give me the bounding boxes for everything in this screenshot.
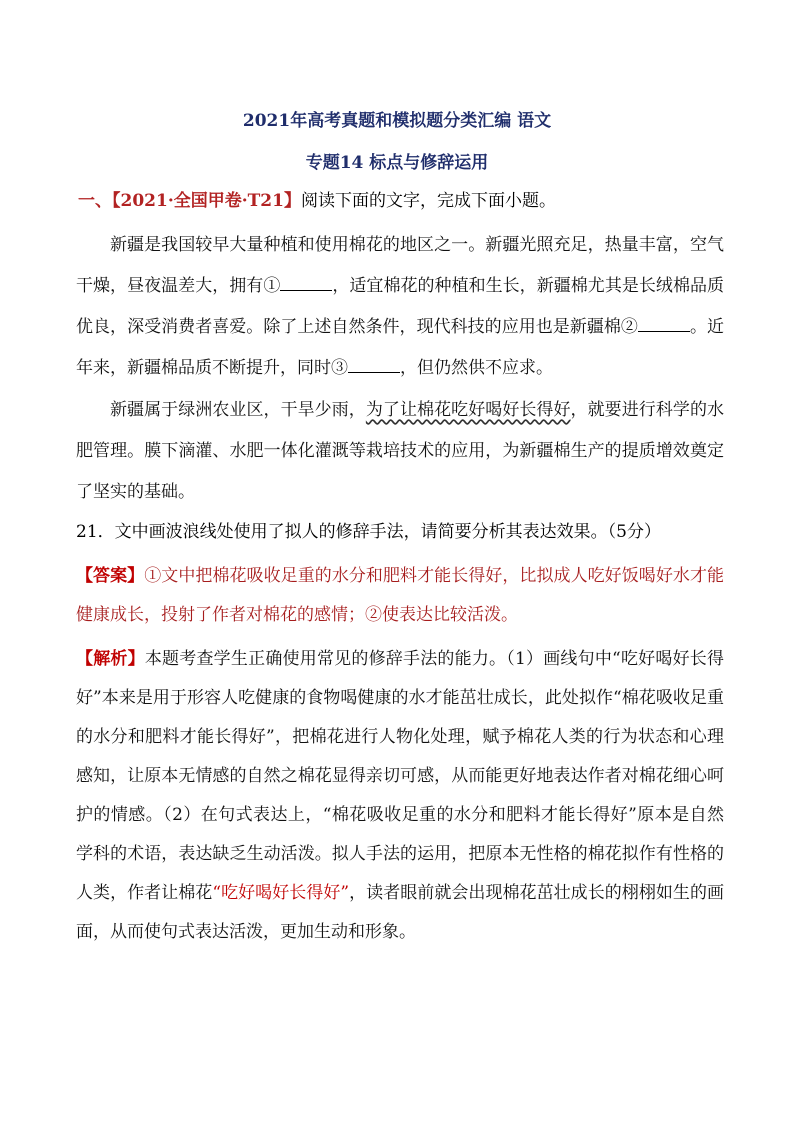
- passage-text: 。近年来，新疆棉品质不断提升，同时③: [76, 317, 725, 378]
- passage-paragraph-2: [76, 390, 724, 513]
- answer-block: [76, 557, 724, 635]
- blank-2: [638, 315, 690, 332]
- page-title: 2021年高考真题和模拟题分类汇编 语文: [242, 111, 552, 131]
- question-prefix: 一、: [78, 191, 112, 211]
- answer-label: 【答案】: [76, 566, 145, 586]
- question-source-tag: 【2021·全国甲卷·T21】: [112, 191, 301, 211]
- passage-paragraph-1: [76, 225, 724, 389]
- wavy-underlined-phrase: 为了让棉花吃好喝好长得好: [365, 400, 571, 420]
- page-subtitle: 专题14 标点与修辞运用: [305, 153, 489, 173]
- passage-text: ，但仍然供不应求。: [400, 358, 553, 378]
- answer-text: ①文中把棉花吸收足重的水分和肥料才能长得好，比拟成人吃好饭喝好水才能健康成长，投射了作者对棉花的感情；②使表达比较活泼。: [76, 566, 725, 625]
- analysis-text: 本题考查学生正确使用常见的修辞手法的能力。（1）画线句中“吃好喝好长得好”本来是用于形容人吃健康的食物喝健康的水才能茁壮成长，此处拟作“棉花吸收足重的水分和肥料才能长得好”，把棉花进行人物化处理，赋予棉花人类的行为状态和心理感知，让原本无情感的自然之棉花显得亲切可感，从而能更好地表达作者对棉花细心呵护的情感。（2）在句式表达上，“棉花吸收足重的水分和肥料才能长得好”原本是自然学科的术语，表达缺乏生动活泼。拟人手法的运用，把原本无性格的棉花拟作有性格的人类，作者让棉花: [76, 649, 724, 903]
- blank-1: [280, 274, 332, 291]
- passage-text: 新疆是我国较早大量种植和使用棉花的地区之一。新疆光照充足，热量丰富，空气干燥，昼夜温差大，拥有①: [76, 235, 724, 296]
- analysis-highlight: “吃好喝好长得好”: [212, 883, 350, 903]
- passage-text: ，适宜棉花的种植和生长，新疆棉尤其是长绒棉品质优良，深受消费者喜爱。除了上述自然条件，现代科技的应用也是新疆棉②: [76, 276, 724, 337]
- question-heading: [78, 186, 556, 211]
- analysis-label: 【解析】: [76, 649, 145, 669]
- blank-3: [348, 356, 400, 373]
- question-instruction: 阅读下面的文字，完成下面小题。: [300, 191, 556, 211]
- analysis-text: ，读者眼前就会出现棉花茁壮成长的栩栩如生的画面，从而使句式表达活泼，更加生动和形象。: [76, 883, 725, 942]
- question-21: 21．文中画波浪线处使用了拟人的修辞手法，请简要分析其表达效果。（5分）: [76, 522, 661, 542]
- passage-text: ，就要进行科学的水肥管理。膜下滴灌、水肥一体化灌溉等栽培技术的应用，为新疆棉生产的提质增效奠定了坚实的基础。: [76, 400, 725, 502]
- passage-text: 新疆属于绿洲农业区，干旱少雨，: [110, 400, 366, 420]
- analysis-block: [76, 640, 724, 952]
